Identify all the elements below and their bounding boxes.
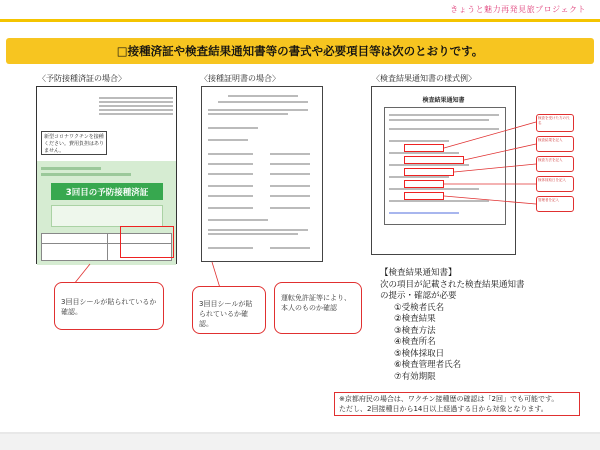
third-dose-label: 3回目の予防接種済証 — [51, 183, 163, 200]
footer-note-box — [334, 392, 580, 416]
test-callout-1: 検査を受けた方の氏名 — [536, 114, 574, 132]
test-callout-2: 検査結果を記入 — [536, 136, 574, 152]
sticker-check-bubble-1: 3回目シールが貼られているか確認。 — [54, 282, 164, 330]
requirement-item: ②検査結果 — [394, 314, 436, 324]
requirement-item: ③検査方法 — [394, 325, 436, 336]
license-check-bubble: 運転免許証等により、本人のものか確認 — [274, 282, 362, 334]
requirement-item: ④検査所名 — [394, 337, 436, 347]
test-callout-3: 検査方法を記入 — [536, 156, 574, 172]
footer-note-line-1: ※京都府民の場合は、ワクチン接種歴の確認は「2回」でも可能です。 — [339, 395, 559, 403]
bottom-band — [0, 432, 600, 450]
requirement-item: ⑦有効期限 — [394, 371, 436, 382]
section-label-receipt: 〈予防接種済証の場合〉 — [38, 74, 126, 83]
test-doc-title: 検査結果通知書 — [422, 97, 465, 104]
banner-title: □接種済証や検査結果通知書等の書式や必要項目等は次のとおりです。 — [6, 38, 594, 64]
brand-title: きょうと魅力再発見旅プロジェクト — [450, 5, 586, 14]
sticker-check-bubble-2: 3回目シールが貼られているか確認。 — [192, 286, 266, 334]
section-label-test: 〈検査結果通知書の様式例〉 — [372, 74, 476, 83]
receipt-notice-box: 新型コロナワクチンを接種ください。費用負担はありません。 — [41, 131, 107, 155]
requirement-list — [380, 268, 530, 383]
requirement-item: ⑤検体採取日 — [394, 348, 445, 359]
requirement-item: ⑥検査管理者氏名 — [394, 360, 462, 370]
requirement-item: ①受検者氏名 — [394, 302, 445, 313]
footer-note-line-2: ただし、2回接種日から14日以上経過する日から対象となります。 — [339, 405, 548, 413]
section-label-certificate: 〈接種証明書の場合〉 — [200, 74, 280, 83]
test-callout-5: 管理者を記入 — [536, 196, 574, 212]
requirement-desc: 次の項目が記載された検査結果通知書の提示・確認が必要 — [380, 279, 525, 301]
requirement-header: 【検査結果通知書】 — [380, 268, 457, 278]
test-callout-4: 検体採取日を記入 — [536, 176, 574, 192]
